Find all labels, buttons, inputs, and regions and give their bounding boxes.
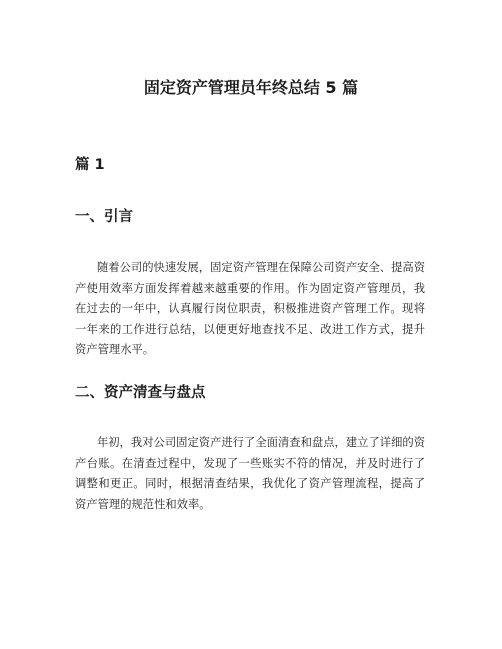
part-heading: 篇 1 xyxy=(75,157,105,173)
section-heading-asset-inventory: 二、资产清查与盘点 xyxy=(75,385,206,401)
section-heading-introduction: 一、引言 xyxy=(75,209,133,225)
document-title: 固定资产管理员年终总结 5 篇 xyxy=(143,78,359,97)
section-paragraph-introduction: 随着公司的快速发展，固定资产管理在保障公司资产安全、提高资产使用效率方面发挥着越来越重要的作用。作为固定资产管理员，我在过去的一年中，认真履行岗位职责，积极推进资产管理工作。现将一年来的工作进行总结，以便更好地查找不足、改进工作方式，提升资产管理水平。 xyxy=(75,261,425,356)
section-paragraph-asset-inventory: 年初，我对公司固定资产进行了全面清查和盘点，建立了详细的资产台账。在清查过程中，发现了一些账实不符的情况，并及时进行了调整和更正。同时，根据清查结果，我优化了资产管理流程，提高了资产管理的规范性和效率。 xyxy=(75,436,425,511)
